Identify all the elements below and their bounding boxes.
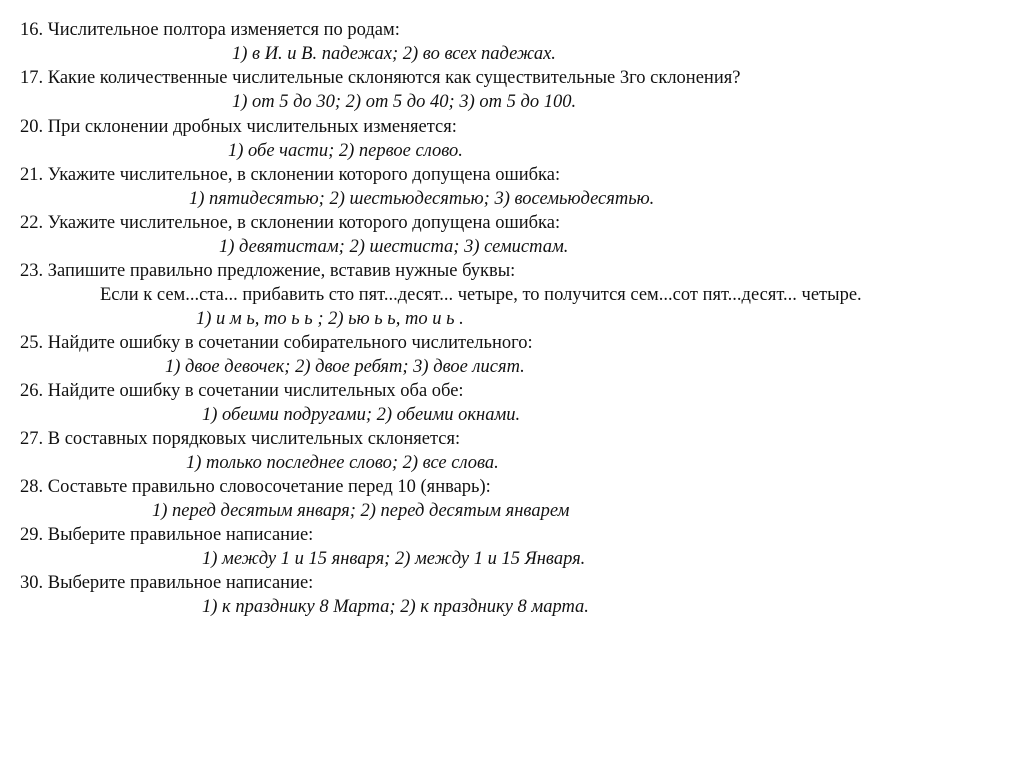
question-25: 25. Найдите ошибку в сочетании собирательного числительного: [20,333,533,353]
answers-30: 1) к празднику 8 Марта; 2) к празднику 8 марта. [202,597,589,617]
answers-17: 1) от 5 до 30; 2) от 5 до 40; 3) от 5 до 100. [232,92,577,112]
answers-21: 1) пятидесятью; 2) шестьюдесятью; 3) восемьюдесятью. [189,189,655,209]
question-27: 27. В составных порядковых числительных склоняется: [20,429,461,449]
answers-22: 1) девятистам; 2) шестиста; 3) семистам. [219,237,569,257]
question-28: 28. Составьте правильно словосочетание перед 10 (январь): [20,477,491,497]
answers-28: 1) перед десятым января; 2) перед десятым январем [152,501,570,521]
question-23: 23. Запишите правильно предложение, вставив нужные буквы: [20,261,516,281]
question-22: 22. Укажите числительное, в склонении которого допущена ошибка: [20,213,561,233]
answers-26: 1) обеими подругами; 2) обеими окнами. [202,405,521,425]
question-17: 17. Какие количественные числительные склоняются как существительные 3го склонения? [20,68,741,88]
question-30: 30. Выберите правильное написание: [20,573,314,593]
answers-29: 1) между 1 и 15 января; 2) между 1 и 15 Января. [202,549,586,569]
answers-27: 1) только последнее слово; 2) все слова. [186,453,499,473]
question-20: 20. При склонении дробных числительных изменяется: [20,117,457,137]
question-16: 16. Числительное полтора изменяется по родам: [20,20,400,40]
answers-23: 1) и м ь, то ь ь ; 2) ью ь ь, то и ь . [196,309,464,329]
question-21: 21. Укажите числительное, в склонении которого допущена ошибка: [20,165,561,185]
answers-25: 1) двое девочек; 2) двое ребят; 3) двое лисят. [165,357,525,377]
answers-16: 1) в И. и В. падежах; 2) во всех падежах. [232,44,556,64]
sentence-23: Если к сем...ста... прибавить сто пят...десят... четыре, то получится сем...сот пят...десят... четыре. [100,285,862,305]
question-26: 26. Найдите ошибку в сочетании числительных оба обе: [20,381,464,401]
question-29: 29. Выберите правильное написание: [20,525,314,545]
answers-20: 1) обе части; 2) первое слово. [228,141,463,161]
